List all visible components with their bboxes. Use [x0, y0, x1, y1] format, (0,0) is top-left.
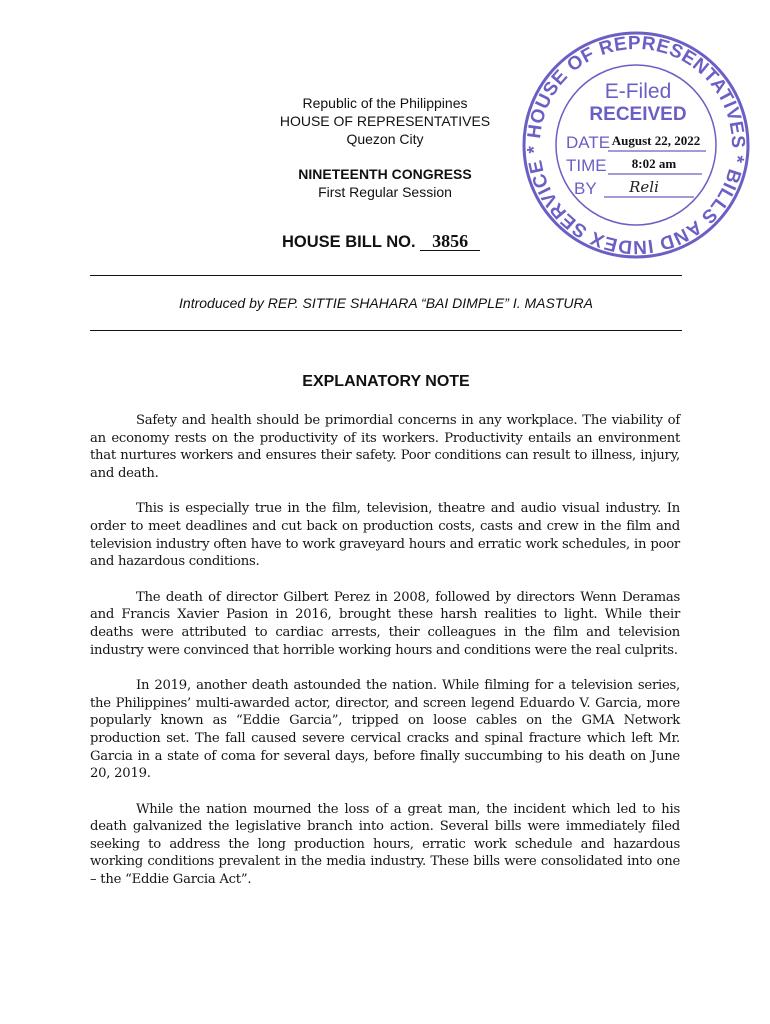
- paragraph-4: In 2019, another death astounded the nation. While filming for a television series, the Philippines’ multi-awarded actor, director, and screen legend Eduardo V. Garcia, more popularly known as “Eddie Garcia”, tripped on loose cables on the GMA Network production set. The fall caused severe cervical cracks and spinal fracture which left Mr. Garcia in a state of coma for several days, before finally succumbing to his death on June 20, 2019.: [90, 678, 680, 782]
- bottom-rule: [90, 330, 682, 331]
- received-stamp: [522, 28, 750, 262]
- header-city: Quezon City: [346, 131, 424, 147]
- paragraph-3: The death of director Gilbert Perez in 2008, followed by directors Wenn Deramas and Francis Xavier Pasion in 2016, brought these harsh realities to light. While their deaths were attributed to cardiac arrests, their colleagues in the film and television industry were convinced that horrible working hours and conditions were the real culprits.: [90, 589, 680, 658]
- stamp-by-signature: Reli: [629, 178, 659, 196]
- paragraph-2: This is especially true in the film, television, theatre and audio visual industry. In order to meet deadlines and cut back on production costs, casts and crew in the film and television industry often have to work graveyard hours and erratic work schedules, in poor and hazardous conditions.: [90, 501, 680, 570]
- stamp-efiled: E-Filed: [604, 80, 672, 103]
- stamp-by-label: BY: [574, 179, 597, 198]
- paragraph-5: While the nation mourned the loss of a great man, the incident which led to his death galvanized the legislative branch into action. Several bills were immediately filed seeking to address the long production hours, erratic work schedule and hazardous working conditions prevalent in the media industry. These bills were consolidated into one – the “Eddie Garcia Act”.: [90, 801, 680, 888]
- header-republic: Republic of the Philippines: [302, 95, 468, 111]
- stamp-ring-text: HOUSE OF REPRESENTATIVES * BILLS AND INDEX SERVICE *: [523, 32, 749, 258]
- stamp-time-label: TIME: [566, 156, 607, 175]
- stamp-date-label: DATE: [566, 133, 611, 152]
- explanatory-note-body: [90, 412, 680, 907]
- header-congress: NINETEENTH CONGRESS: [298, 166, 472, 182]
- introduced-by: Introduced by REP. SITTIE SHAHARA “BAI DIMPLE” I. MASTURA: [179, 295, 593, 311]
- explanatory-note-title: EXPLANATORY NOTE: [302, 373, 470, 390]
- bill-number: 3856: [420, 232, 480, 251]
- top-rule: [90, 275, 682, 276]
- paragraph-1: Safety and health should be primordial concerns in any workplace. The viability of an economy rests on the productivity of its workers. Productivity entails an environment that nurtures workers and ensures their safety. Poor conditions can result to illness, injury, and death.: [90, 413, 680, 481]
- stamp-date-value: August 22, 2022: [611, 133, 701, 148]
- house-bill-number: [282, 232, 480, 252]
- stamp-received: RECEIVED: [589, 104, 687, 125]
- header-session: First Regular Session: [318, 184, 452, 200]
- header-house: HOUSE OF REPRESENTATIVES: [279, 113, 491, 129]
- bill-label: HOUSE BILL NO.: [282, 233, 416, 251]
- stamp-time-value: 8:02 am: [631, 156, 677, 171]
